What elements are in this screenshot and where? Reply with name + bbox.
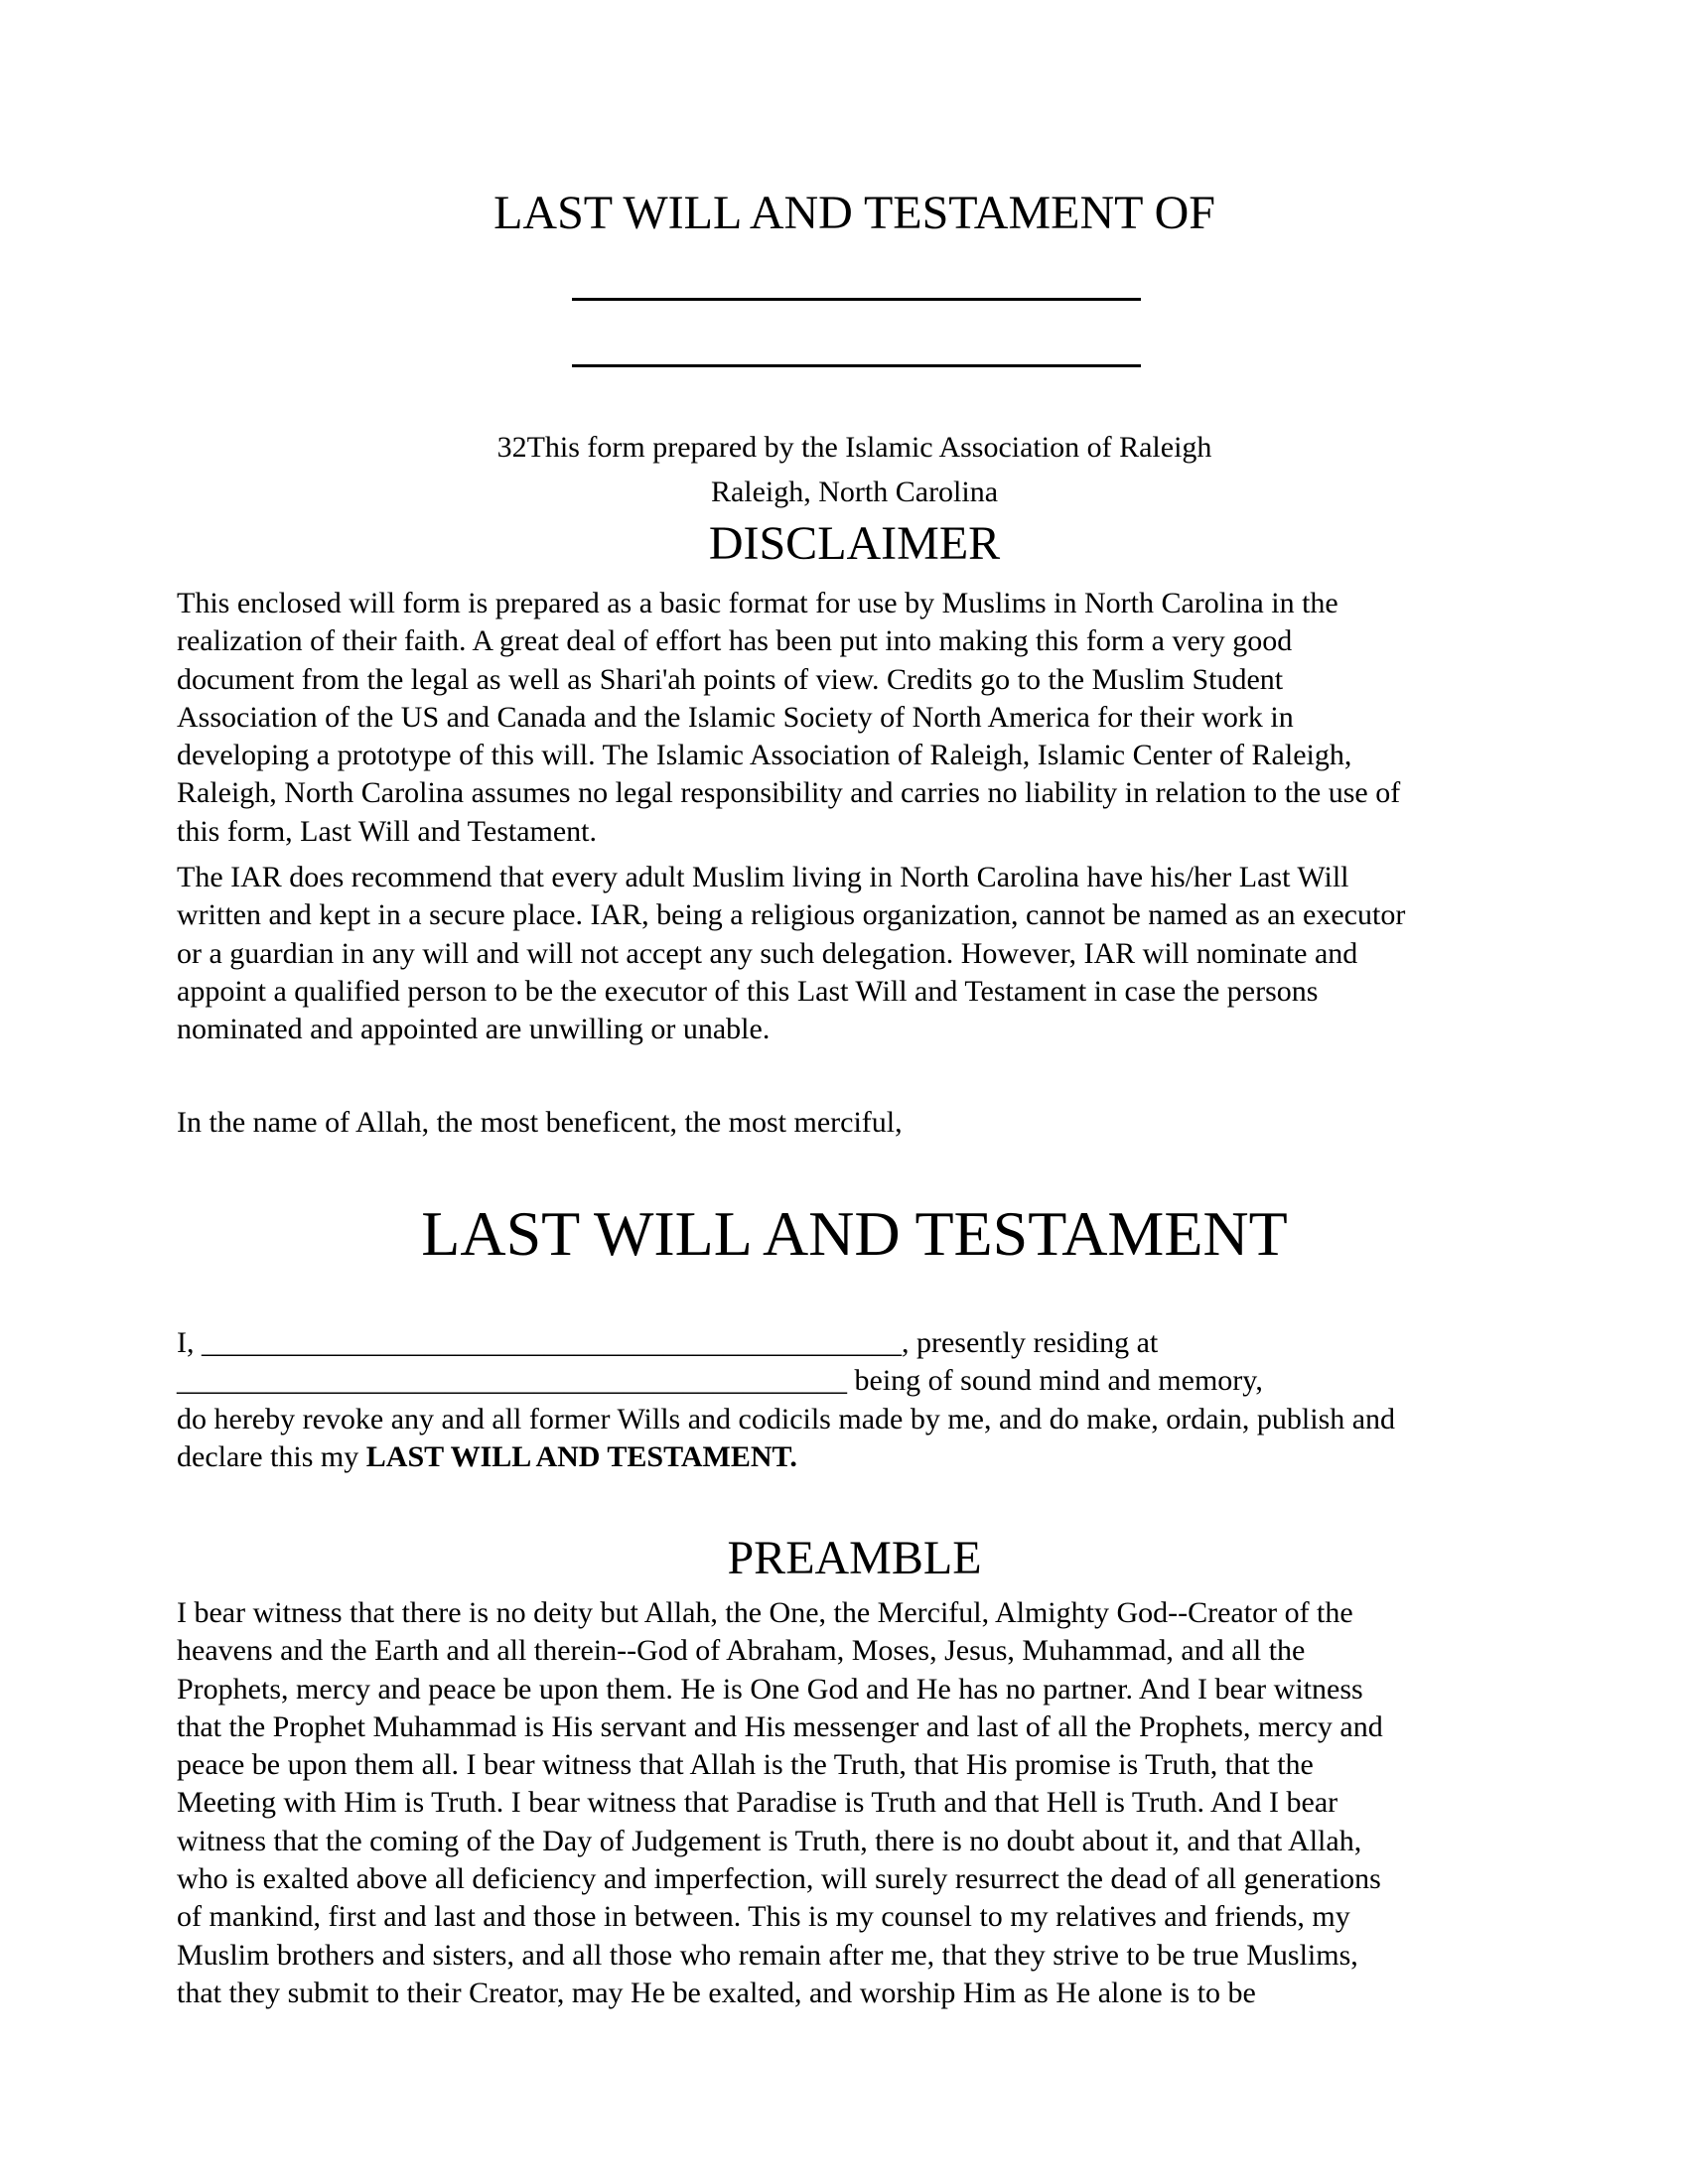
testator-name-line-1 [572,298,1141,301]
text-line: I bear witness that there is no deity but Allah, the One, the Merciful, Almighty God--Creator of the [177,1596,1353,1629]
text-line: realization of their faith. A great deal of effort has been put into making this form a very good [177,624,1293,658]
text-line: This enclosed will form is prepared as a basic format for use by Muslims in North Carolina in the [177,587,1338,619]
text-line: Raleigh, North Carolina assumes no legal responsibility and carries no liability in relation to the use of [177,776,1401,810]
text-line: appoint a qualified person to be the executor of this Last Will and Testament in case the persons [177,974,1319,1008]
preparer-block [177,425,1532,514]
text-line: nominated and appointed are unwilling or unable. [177,1013,771,1046]
disclaimer-paragraph-2 [177,859,1532,1048]
text-line [177,1438,1532,1476]
declaration-bold-title: LAST WILL AND TESTAMENT. [365,1439,797,1473]
bismillah-text: In the name of Allah, the most beneficent, the most merciful, [177,1106,903,1139]
text-line: The IAR does recommend that every adult Muslim living in North Carolina have his/her Last Will [177,861,1349,893]
declaration-paragraph [177,1324,1532,1476]
text-line: witness that the coming of the Day of Judgement is Truth, there is no doubt about it, and that Allah, [177,1824,1362,1857]
text-line: Muslim brothers and sisters, and all those who remain after me, that they strive to be true Muslims, [177,1938,1358,1972]
text-line: heavens and the Earth and all therein--God of Abraham, Moses, Jesus, Muhammad, and all the [177,1634,1306,1668]
text-line: do hereby revoke any and all former Wills and codicils made by me, and do make, ordain, publish and [177,1402,1396,1435]
disclaimer-paragraph-1 [177,585,1532,851]
text-line: Association of the US and Canada and the Islamic Society of North America for their work in [177,700,1294,734]
testator-name-line-2 [572,364,1141,367]
text-line: document from the legal as well as Shari'ah points of view. Credits go to the Muslim Student [177,662,1284,696]
text-line: or a guardian in any will and will not accept any such delegation. However, IAR will nominate and [177,936,1358,970]
text-line: that the Prophet Muhammad is His servant and His messenger and last of all the Prophets, mercy and [177,1709,1383,1743]
declaration-name-line: I, _______________________________________________, presently residing at [177,1326,1159,1359]
main-heading: LAST WILL AND TESTAMENT [421,1198,1288,1269]
document-title: LAST WILL AND TESTAMENT OF [493,187,1215,239]
text-line: Meeting with Him is Truth. I bear witness that Paradise is Truth and that Hell is Truth. And I bear [177,1786,1338,1820]
text-line: Prophets, mercy and peace be upon them. He is One God and He has no partner. And I bear witness [177,1672,1363,1706]
text-line: written and kept in a secure place. IAR, being a religious organization, cannot be named as an executor [177,898,1406,932]
text-line: of mankind, first and last and those in between. This is my counsel to my relatives and friends, my [177,1900,1350,1934]
document-page [177,0,1532,2184]
text-line: developing a prototype of this will. The Islamic Association of Raleigh, Islamic Center of Raleigh, [177,739,1352,772]
text-line: who is exalted above all deficiency and imperfection, will surely resurrect the dead of all generations [177,1862,1381,1896]
preamble-paragraph [177,1594,1532,2012]
declaration-prefix: declare this my [177,1439,366,1473]
declaration-address-line: _____________________________________________ being of sound mind and memory, [177,1364,1263,1398]
text-line: peace be upon them all. I bear witness that Allah is the Truth, that His promise is Truth, that the [177,1748,1314,1782]
text-line: this form, Last Will and Testament. [177,814,598,848]
location-text: Raleigh, North Carolina [710,476,999,508]
disclaimer-heading: DISCLAIMER [708,517,1001,570]
preamble-heading: PREAMBLE [727,1532,982,1584]
text-line: that they submit to their Creator, may He be exalted, and worship Him as He alone is to be [177,1976,1256,2009]
prepared-by-text: 32This form prepared by the Islamic Association of Raleigh [496,431,1212,464]
